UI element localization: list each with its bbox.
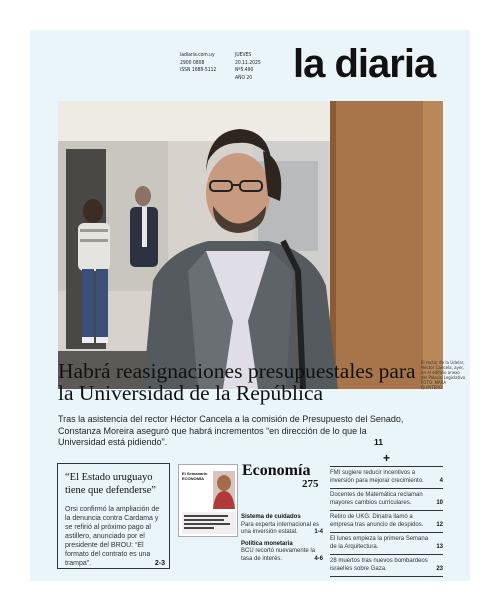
opinion-text: Orsi confirmó la ampliación de la denuncia contra Cardama y se refirió al próximo pago al astillero, anunciado por el presidente del BROU: “El formato del contrato es una trampa”. <box>65 506 160 567</box>
photo-caption: El rector de la Udelar, Héctor Cancela, ayer, en el edificio anexo del Palacio Legislativo. FOTO: MARA QUINTERO <box>421 360 467 390</box>
weekday: JUEVES <box>235 52 252 58</box>
brief-page: 4 <box>439 477 443 484</box>
economia-title[interactable]: Economía <box>242 462 311 479</box>
economia-cover-thumbnail[interactable] <box>178 464 238 537</box>
masthead-info <box>180 52 216 75</box>
opinion-page-number: 2-3 <box>154 560 165 567</box>
brief-text: Retiro de UKG: Dinatra llamó a empresa tras anuncio de despidos. <box>330 514 424 528</box>
economia-items <box>241 514 323 567</box>
lead-photo <box>58 101 443 389</box>
year: AÑO 20 <box>235 74 253 81</box>
brief-item[interactable] <box>330 466 443 488</box>
phone: 2900 0808 <box>180 59 205 66</box>
economia-item-heading: Política monetaria <box>241 540 293 547</box>
brief-page: 23 <box>436 565 443 572</box>
brief-item[interactable] <box>330 554 443 577</box>
briefs-column <box>330 452 443 577</box>
economia-item-page: 1-4 <box>314 529 323 535</box>
newspaper-logo: la diaria <box>293 42 436 86</box>
date: 20.11.2025 <box>235 59 261 66</box>
thumbnail-label: El Semanario ECONOMÍA <box>182 471 208 481</box>
economia-item[interactable] <box>241 541 323 564</box>
brief-text: 28 muertos tras nuevos bombardeos israelíes sobre Gaza. <box>330 558 428 572</box>
issue-info <box>235 52 261 82</box>
economia-item-text: BCU recortó nuevamente la tasa de interés. <box>241 548 316 562</box>
brief-text: El lunes empieza la primera Semana de la Arquitectura. <box>330 536 429 550</box>
brief-item[interactable] <box>330 532 443 554</box>
website[interactable]: ladiaria.com.uy <box>180 52 215 58</box>
brief-item[interactable] <box>330 510 443 532</box>
economia-item-page: 4-6 <box>314 555 323 562</box>
opinion-body <box>65 505 165 568</box>
brief-text: FMI sugiere reducir incentivos a inversión para mejorar crecimiento. <box>330 470 424 484</box>
economia-number: 275 <box>302 478 319 490</box>
opinion-quote: “El Estado uruguayo tiene que defenderse” <box>65 472 156 496</box>
plus-icon: + <box>382 451 390 465</box>
lead-lede: Tras la asistencia del rector Héctor Cancela a la comisión de Presupuesto del Senado, Constanza Moreira aseguró que habrá incrementos “en dirección de lo que la Universidad está pidiendo”. <box>58 414 404 447</box>
brief-text: Docentes de Matemática reclaman mayores cambios curriculares. <box>330 492 423 506</box>
economia-item[interactable] <box>241 514 323 537</box>
economia-item-text: Para experta internacional es una inversión estatal. <box>241 521 320 535</box>
front-page <box>30 30 470 581</box>
brief-page: 13 <box>436 543 443 550</box>
opinion-box[interactable] <box>57 463 170 569</box>
brief-item[interactable] <box>330 488 443 510</box>
lead-headline[interactable]: Habrá reasignaciones presupuestales para la Universidad de la República <box>58 359 416 405</box>
economia-item-heading: Sistema de cuidados <box>241 514 301 520</box>
brief-page: 12 <box>436 521 443 528</box>
issue-number: Nº5.490 <box>235 67 254 73</box>
lead-page-number: 11 <box>374 437 383 447</box>
issn: ISSN 1688-5112 <box>180 67 217 73</box>
brief-page: 10 <box>436 499 443 506</box>
